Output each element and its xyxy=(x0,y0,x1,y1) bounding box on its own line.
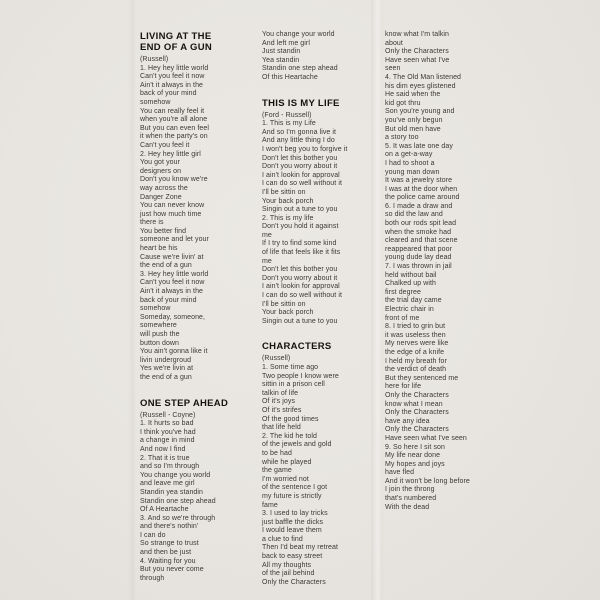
lyric-line: Ain't it always in the xyxy=(140,81,204,89)
lyric-line: Someday, someone, xyxy=(140,313,206,321)
lyric-line: 6. I made a draw and xyxy=(385,202,453,210)
lyric-line: Only the Characters xyxy=(385,391,449,399)
lyric-line: Don't you worry about it xyxy=(262,163,338,171)
lyric-line: fame xyxy=(262,501,278,509)
lyric-line: of the sentence I got xyxy=(262,484,328,492)
lyric-line: Can't you feel it now xyxy=(140,73,205,81)
lyric-line: 1. Hey hey little world xyxy=(140,64,209,72)
lyric-line: livin undergroud xyxy=(140,356,192,364)
lyric-line: on a get-a-way xyxy=(385,151,433,159)
lyrics-column-middle xyxy=(262,31,378,587)
lyric-line: there is xyxy=(140,219,164,227)
lyric-line: I think you've had xyxy=(140,428,196,436)
lyric-line: a change in mind xyxy=(140,437,195,445)
lyric-line: a story too xyxy=(385,134,419,142)
lyric-line: of the jail behind xyxy=(262,570,315,578)
lyric-line: kid got thru xyxy=(385,99,421,107)
lyric-line: will push the xyxy=(140,331,180,338)
lyric-line: I'll be sittin on xyxy=(262,188,306,196)
song-continuation-section xyxy=(385,31,507,512)
lyric-line: I'm worried not xyxy=(262,475,309,483)
lyric-line: Of this Heartache xyxy=(262,73,318,81)
lyric-line: 4. Waiting for you xyxy=(140,557,196,565)
lyric-line: 7. I was thrown in jail xyxy=(385,263,452,271)
lyric-line: It was a jewelry store xyxy=(385,177,453,185)
lyric-line: somewhere xyxy=(140,322,177,330)
lyric-line: Don't you worry about it xyxy=(262,274,338,282)
lyric-line: 3. Hey hey little world xyxy=(140,270,209,278)
lyric-line: young man down xyxy=(385,168,440,176)
lyric-line: Yes we're livin at xyxy=(140,365,194,373)
lyric-line: Then I'd beat my retreat xyxy=(262,544,339,552)
lyric-line: With the dead xyxy=(385,503,430,511)
lyric-line: a clue to find xyxy=(262,535,303,543)
lyric-line: And any little thing I do xyxy=(262,137,335,145)
lyric-line: Yea standin xyxy=(262,56,300,64)
lyric-line: front of me xyxy=(385,314,420,322)
lyric-line: you've only begun xyxy=(385,116,443,124)
lyric-line: know what I mean xyxy=(385,400,443,408)
lyric-line: so did the law and xyxy=(385,211,443,219)
lyric-line: Standin one step ahead xyxy=(262,65,338,73)
lyric-line: Can't you feel it xyxy=(140,141,190,149)
song-title-line: END OF A GUN xyxy=(140,42,213,53)
lyric-line: And left me girl xyxy=(262,39,310,47)
song-title-line: ONE STEP AHEAD xyxy=(140,397,229,409)
lyric-line: I'll be sittin on xyxy=(262,300,306,308)
lyric-line: about xyxy=(385,39,403,47)
song-title-line: LIVING AT THE xyxy=(140,31,212,42)
lyric-line: seen xyxy=(385,65,401,73)
lyrics-column-left xyxy=(140,31,246,583)
lyric-line: Of the good times xyxy=(262,415,319,423)
lyric-line: I held my breath for xyxy=(385,357,447,365)
lyric-line: it when the party's on xyxy=(140,133,208,141)
lyric-line: I can do so well without it xyxy=(262,292,342,300)
lyric-line: me xyxy=(262,257,272,265)
lyric-line: back of your mind xyxy=(140,296,197,304)
song-continuation-section xyxy=(262,31,378,83)
lyric-line: that life held xyxy=(262,424,301,432)
lyric-line: But you can even feel xyxy=(140,124,210,132)
lyric-line: 1. Some time ago xyxy=(262,364,319,371)
lyric-line: held without bail xyxy=(385,271,437,279)
lyric-line: when you're all alone xyxy=(140,116,208,124)
lyric-line: just how much time xyxy=(140,210,202,218)
lyric-line: My hopes and joys xyxy=(385,460,445,468)
lyric-line: someone and let your xyxy=(140,236,209,244)
lyric-line: 5. It was late one day xyxy=(385,142,453,150)
lyric-line: Of A Heartache xyxy=(140,506,189,514)
lyric-line: back to easy street xyxy=(262,553,323,561)
lyric-line: I ain't lookin for approval xyxy=(262,283,340,291)
lyric-line: But you never come xyxy=(140,566,204,574)
lyric-line: And it won't be long before xyxy=(385,477,470,485)
lyric-line: You ain't gonna like it xyxy=(140,348,208,356)
lyric-line: I join the throng xyxy=(385,486,435,494)
lyric-line: of life that feels like it fits xyxy=(262,249,341,257)
lyric-line: And so I'm gonna live it xyxy=(262,128,337,136)
lyric-line: Don't you know we're xyxy=(140,176,208,184)
lyric-line: Don't you hold it against xyxy=(262,223,339,231)
lyric-line: Only the Characters xyxy=(385,48,449,56)
lyric-line: and leave me girl xyxy=(140,480,195,488)
lyric-line: Son you're young and xyxy=(385,108,455,116)
lyric-line: and then be just xyxy=(140,549,192,557)
lyric-line: Have seen what I've xyxy=(385,56,450,64)
lyric-line: Don't let this bother you xyxy=(262,266,338,274)
lyric-line: Of it's strifes xyxy=(262,406,302,414)
songwriter-credit: (Ford - Russell) xyxy=(262,111,312,119)
lyric-line: sittin in a prison cell xyxy=(262,381,325,389)
lyric-line: Have seen what I've seen xyxy=(385,434,467,442)
lyric-line: the verdict of death xyxy=(385,366,447,374)
song-title xyxy=(140,31,246,53)
lyric-line: Danger Zone xyxy=(140,193,182,201)
lyric-line: designers on xyxy=(140,167,182,175)
lyric-line: reappeared that poor xyxy=(385,245,452,253)
lyric-line: cleared and that scene xyxy=(385,237,458,245)
lyric-line: You change your world xyxy=(262,31,335,38)
lyric-line: Only the Characters xyxy=(385,426,449,434)
lyric-line: back of your mind xyxy=(140,90,197,98)
lyric-line: 3. And so we're through xyxy=(140,514,216,522)
lyric-line: somehow xyxy=(140,98,171,106)
lyric-line: while he played xyxy=(262,458,312,466)
lyric-line: Only the Characters xyxy=(262,578,326,586)
lyric-line: and there's nothin' xyxy=(140,523,199,531)
lyric-line: All my thoughts xyxy=(262,561,312,569)
lyric-line: Your back porch xyxy=(262,197,314,205)
lyric-line: have any idea xyxy=(385,417,430,425)
songwriter-credit: (Russell - Coyne) xyxy=(140,411,196,419)
lyric-line: somehow xyxy=(140,305,171,313)
lyric-line: the end of a gun xyxy=(140,262,192,270)
lyric-line: You can really feel it xyxy=(140,107,205,115)
lyric-line: button down xyxy=(140,339,180,347)
lyric-line: My nerves were like xyxy=(385,340,449,348)
song-section xyxy=(140,398,246,584)
lyric-line: 4. The Old Man listened xyxy=(385,73,462,81)
lyric-line: the end of a gun xyxy=(140,373,192,381)
lyric-line: 9. So here I sit son xyxy=(385,443,445,451)
lyric-line: that's numbered xyxy=(385,495,437,503)
songwriter-credit: (Russell) xyxy=(140,56,169,63)
song-title xyxy=(140,398,246,409)
lyric-line: I was at the door when xyxy=(385,185,458,193)
song-title-line: THIS IS MY LIFE xyxy=(262,97,340,109)
lyric-line: You got your xyxy=(140,159,181,167)
lyric-line: Cause we're livin' at xyxy=(140,253,204,261)
lyric-line: 3. I used to lay tricks xyxy=(262,510,328,518)
lyric-sheet xyxy=(0,31,600,600)
lyric-line: 1. This is my Life xyxy=(262,120,316,128)
lyric-line: 2. This is my life xyxy=(262,214,314,222)
lyric-line: You better find xyxy=(140,227,187,235)
lyric-line: me xyxy=(262,231,272,239)
lyric-line: Ain't it always in the xyxy=(140,288,204,296)
lyric-line: You change you world xyxy=(140,471,211,479)
lyric-line: his dim eyes glistened xyxy=(385,82,456,90)
lyric-line: Don't let this bother you xyxy=(262,154,338,162)
lyric-line: Chalked up with xyxy=(385,280,437,288)
lyric-line: through xyxy=(140,574,165,582)
lyric-line: But old men have xyxy=(385,125,441,133)
lyric-line: first degree xyxy=(385,288,421,296)
lyric-line: it was useless then xyxy=(385,331,446,339)
lyric-line: 8. I tried to grin but xyxy=(385,323,446,331)
lyric-line: Your back porch xyxy=(262,309,314,317)
lyric-line: I won't beg you to forgive it xyxy=(262,145,348,153)
song-title-line: CHARACTERS xyxy=(262,341,332,353)
lyric-line: the trial day came xyxy=(385,297,442,305)
lyric-line: and so I'm through xyxy=(140,463,200,471)
lyric-line: my future is strictly xyxy=(262,492,322,500)
lyric-line: here for life xyxy=(385,383,422,391)
lyric-line: 1. It hurts so bad xyxy=(140,420,194,428)
lyric-line: Standin one step ahead xyxy=(140,497,216,505)
lyric-line: of the jewels and gold xyxy=(262,441,332,449)
songwriter-credit: (Russell) xyxy=(262,355,291,363)
lyric-line: know what I'm talkin xyxy=(385,31,450,38)
lyric-line: My life near done xyxy=(385,452,441,460)
lyric-line: to be had xyxy=(262,449,292,457)
lyrics-column-right xyxy=(385,31,507,512)
lyric-line: Can't you feel it now xyxy=(140,279,205,287)
lyric-line: I had to shoot a xyxy=(385,159,435,167)
lyric-line: Only the Characters xyxy=(385,409,449,417)
lyric-line: when the smoke had xyxy=(385,228,452,236)
lyric-line: just baffle the dicks xyxy=(262,518,324,526)
lyric-line: 2. That it is true xyxy=(140,454,190,462)
lyric-line: And now I find xyxy=(140,445,186,453)
lyric-line: I can do xyxy=(140,531,166,539)
song-title xyxy=(262,98,378,109)
lyric-line: I can do so well without it xyxy=(262,180,342,188)
lyric-line: He said when the xyxy=(385,91,441,99)
lyric-line: the edge of a knife xyxy=(385,348,445,356)
lyric-line: So strange to trust xyxy=(140,540,199,548)
lyric-line: I would leave them xyxy=(262,527,322,535)
lyric-line: the game xyxy=(262,467,292,475)
lyric-line: have fled xyxy=(385,469,415,477)
lyric-line: the police came around xyxy=(385,194,460,202)
song-title xyxy=(262,341,378,352)
lyric-line: You can never know xyxy=(140,202,205,210)
lyric-line: heart be his xyxy=(140,245,178,253)
lyric-line: Electric chair in xyxy=(385,306,434,313)
lyric-line: Singin out a tune to you xyxy=(262,317,338,325)
lyric-line: talkin of life xyxy=(262,389,299,397)
lyric-line: young dude lay dead xyxy=(385,254,452,262)
lyric-line: Singin out a tune to you xyxy=(262,206,338,214)
lyric-line: Of it's joys xyxy=(262,398,296,406)
lyric-line: 2. Hey hey little girl xyxy=(140,150,201,158)
lyric-line: But they sentenced me xyxy=(385,374,459,382)
song-section xyxy=(262,341,378,587)
lyric-line: If I try to find some kind xyxy=(262,240,337,248)
lyric-line: Just standin xyxy=(262,48,301,56)
song-section xyxy=(262,98,378,327)
lyric-line: way across the xyxy=(140,184,188,192)
lyric-line: I ain't lookin for approval xyxy=(262,171,340,179)
lyric-line: Standin yea standin xyxy=(140,488,204,496)
lyric-line: 2. The kid he told xyxy=(262,432,318,440)
song-section xyxy=(140,31,246,383)
lyric-line: Two people I know were xyxy=(262,372,339,380)
lyric-line: both our rods spit lead xyxy=(385,220,457,228)
